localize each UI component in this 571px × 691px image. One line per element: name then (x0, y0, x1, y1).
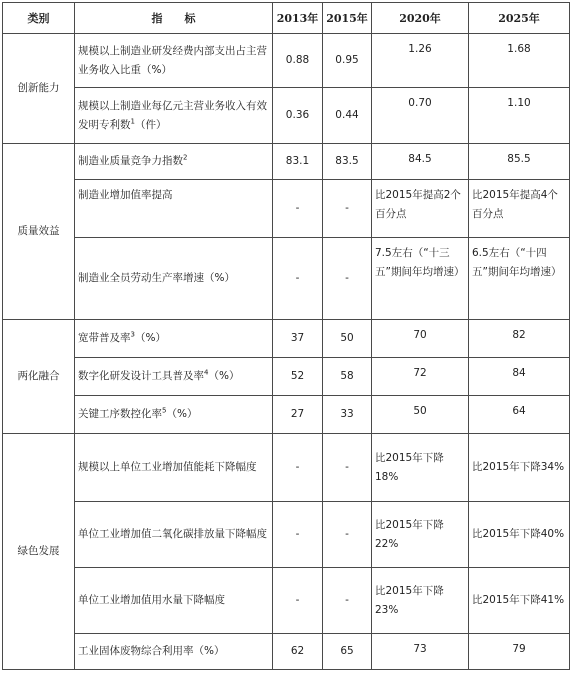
value-2015: - (323, 434, 372, 502)
value-2020: 50 (372, 396, 469, 434)
value-2013: 27 (273, 396, 323, 434)
value-2015: - (323, 502, 372, 568)
table-row (3, 502, 570, 568)
indicator-cell: 宽带普及率$^3$（%） (75, 320, 273, 358)
value-2015: 0.95 (323, 34, 372, 88)
indicator-cell: 单位工业增加值二氧化碳排放量下降幅度 (75, 502, 273, 568)
header-2025: 2025年 (469, 3, 570, 34)
value-2025: 1.10 (469, 88, 570, 144)
table-row (3, 320, 570, 358)
indicator-cell: 规模以上制造业每亿元主营业务收入有效发明专利数$^1$（件） (75, 88, 273, 144)
table-row (3, 434, 570, 502)
header-2013: 2013年 (273, 3, 323, 34)
value-2013: 62 (273, 634, 323, 670)
table-row (3, 88, 570, 144)
value-2015: 83.5 (323, 144, 372, 180)
category-cell: 质量效益 (3, 144, 75, 320)
value-2025: 比2015年提高4个百分点 (469, 180, 570, 238)
value-2015: 0.44 (323, 88, 372, 144)
value-2025: 82 (469, 320, 570, 358)
indicator-cell: 工业固体废物综合利用率（%） (75, 634, 273, 670)
value-2013: 37 (273, 320, 323, 358)
table-row (3, 396, 570, 434)
value-2015: - (323, 568, 372, 634)
table-row (3, 238, 570, 320)
value-2015: - (323, 180, 372, 238)
table-row (3, 180, 570, 238)
table-row (3, 634, 570, 670)
indicator-cell: 制造业增加值率提高 (75, 180, 273, 238)
value-2013: 0.88 (273, 34, 323, 88)
value-2015: 50 (323, 320, 372, 358)
indicator-cell: 数字化研发设计工具普及率$^4$（%） (75, 358, 273, 396)
value-2013: 83.1 (273, 144, 323, 180)
header-category: 类别 (3, 3, 75, 34)
table-row (3, 34, 570, 88)
value-2015: 33 (323, 396, 372, 434)
value-2020: 1.26 (372, 34, 469, 88)
header-indicator: 指 标 (75, 3, 273, 34)
table-row (3, 568, 570, 634)
value-2025: 85.5 (469, 144, 570, 180)
value-2025: 79 (469, 634, 570, 670)
value-2015: 58 (323, 358, 372, 396)
indicator-cell: 制造业全员劳动生产率增速（%） (75, 238, 273, 320)
value-2025: 6.5左右（“十四五”期间年均增速） (469, 238, 570, 320)
value-2025: 比2015年下降34% (469, 434, 570, 502)
value-2015: 65 (323, 634, 372, 670)
value-2020: 73 (372, 634, 469, 670)
value-2020: 0.70 (372, 88, 469, 144)
value-2020: 70 (372, 320, 469, 358)
indicator-cell: 制造业质量竞争力指数$^2$ (75, 144, 273, 180)
indicator-cell: 规模以上单位工业增加值能耗下降幅度 (75, 434, 273, 502)
value-2025: 64 (469, 396, 570, 434)
value-2020: 比2015年下降18% (372, 434, 469, 502)
indicator-table (2, 2, 570, 670)
value-2013: 0.36 (273, 88, 323, 144)
value-2025: 84 (469, 358, 570, 396)
value-2013: 52 (273, 358, 323, 396)
header-2015: 2015年 (323, 3, 372, 34)
header-2020: 2020年 (372, 3, 469, 34)
value-2013: - (273, 180, 323, 238)
header-row (3, 3, 570, 34)
value-2020: 比2015年下降23% (372, 568, 469, 634)
table-row (3, 358, 570, 396)
value-2013: - (273, 568, 323, 634)
value-2020: 84.5 (372, 144, 469, 180)
value-2020: 7.5左右（“十三五”期间年均增速） (372, 238, 469, 320)
value-2020: 比2015年下降22% (372, 502, 469, 568)
value-2025: 比2015年下降41% (469, 568, 570, 634)
table-row (3, 144, 570, 180)
value-2013: - (273, 434, 323, 502)
value-2025: 比2015年下降40% (469, 502, 570, 568)
category-cell: 绿色发展 (3, 434, 75, 670)
value-2015: - (323, 238, 372, 320)
indicator-cell: 关键工序数控化率$^5$（%） (75, 396, 273, 434)
indicator-cell: 规模以上制造业研发经费内部支出占主营业务收入比重（%） (75, 34, 273, 88)
value-2025: 1.68 (469, 34, 570, 88)
value-2013: - (273, 502, 323, 568)
value-2013: - (273, 238, 323, 320)
value-2020: 比2015年提高2个百分点 (372, 180, 469, 238)
category-cell: 两化融合 (3, 320, 75, 434)
category-cell: 创新能力 (3, 34, 75, 144)
indicator-cell: 单位工业增加值用水量下降幅度 (75, 568, 273, 634)
value-2020: 72 (372, 358, 469, 396)
